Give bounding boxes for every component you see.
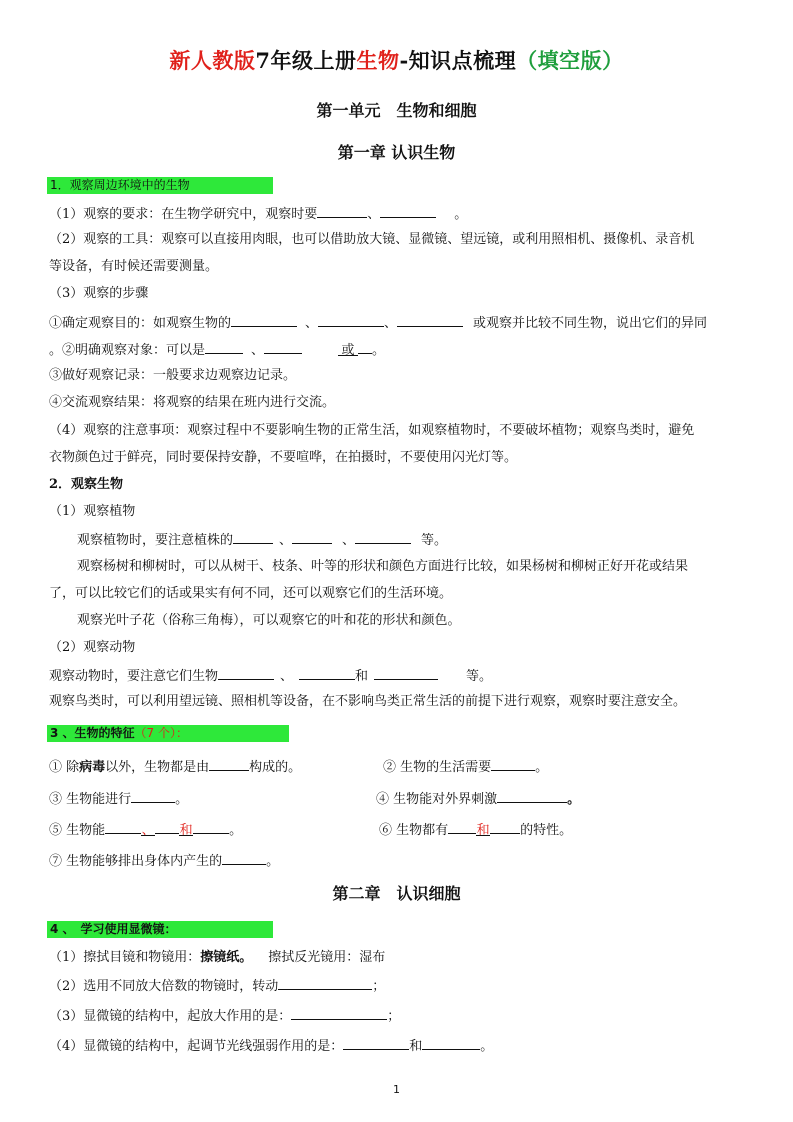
fill-blank (490, 821, 520, 834)
text: 3 、生物的特征 (50, 726, 135, 740)
fill-blank (205, 341, 243, 354)
fill-blank (380, 205, 436, 218)
fill-blank (291, 1007, 387, 1020)
fill-blank (355, 531, 411, 544)
s3-feature1 (49, 758, 301, 776)
text: ④ 生物能对外界刺激 (376, 792, 498, 807)
text: （1）观察的要求：在生物学研究中，观察时要 (49, 207, 318, 222)
text: 或观察并比较不同生物，说出它们的异同 (473, 316, 708, 331)
s4-item2 (49, 977, 385, 995)
text: 、 (279, 533, 293, 548)
text: 观察动物时，要注意它们生物 (49, 669, 219, 684)
fill-blank (193, 821, 229, 834)
fill-blank (448, 821, 476, 834)
title-part: 新人教版 (169, 48, 256, 73)
fill-blank (131, 790, 175, 803)
chapter1-title: 第一章 认识生物 (337, 143, 456, 162)
section4-header: 4 、 学习使用显微镜： (47, 921, 273, 938)
text: 。 (266, 854, 280, 869)
text: 病毒 (79, 760, 106, 775)
title-part: （填空版） (516, 48, 624, 73)
fill-blank (397, 314, 463, 327)
page-number: 1 (393, 1083, 400, 1096)
text: （1）擦拭目镜和物镜用： (49, 950, 201, 965)
s2-plants-line4: 观察光叶子花（俗称三角梅），可以观察它的叶和花的形状和颜色。 (77, 613, 461, 628)
fill-blank (105, 821, 141, 834)
text: 。 (567, 792, 581, 807)
text: 以外，生物都是由 (105, 760, 210, 775)
fill-blank (231, 314, 297, 327)
text: ② 生物的生活需要 (383, 760, 492, 775)
text: 和 (179, 823, 193, 838)
title-part: 7年级上册 (255, 48, 357, 73)
text: 等。 (421, 533, 448, 548)
s2-plants-heading: （1）观察植物 (49, 504, 136, 519)
s2-animals-line2: 观察鸟类时，可以利用望远镜、照相机等设备，在不影响鸟类正常生活的前提下进行观察，观察时要注意安全。 (49, 694, 687, 709)
s2-animals-heading: （2）观察动物 (49, 640, 136, 655)
s1-step2 (49, 341, 385, 359)
section1-header: 1．观察周边环境中的生物 (47, 177, 273, 194)
text: 、 (280, 669, 294, 684)
text: ； (372, 979, 386, 994)
s2-animals-line1 (49, 667, 492, 685)
text: 、 (141, 823, 155, 838)
text: 。 (372, 343, 386, 358)
s2-plants-line3: 了，可以比较它们的话或果实有何不同，还可以观察它们的生活环境。 (49, 586, 453, 601)
chapter2-title: 第二章 认识细胞 (332, 884, 461, 903)
text: 、 (384, 316, 398, 331)
s3-feature4 (376, 790, 580, 808)
s2-plants-line2: 观察杨树和柳树时，可以从树干、枝条、叶等的形状和颜色方面进行比较，如果杨树和柳树正好开花或结果 (77, 559, 689, 574)
s4-item4 (49, 1037, 493, 1055)
title-part: 生物 (356, 48, 400, 73)
fill-blank (218, 667, 274, 680)
text: 。 (535, 760, 549, 775)
fill-blank (299, 667, 355, 680)
text: ⑦ 生物能够排出身体内产生的 (49, 854, 223, 869)
s4-item3 (49, 1007, 400, 1025)
s3-feature3 (49, 790, 188, 808)
s3-feature2 (383, 758, 548, 776)
text: ⑥ 生物都有 (379, 823, 449, 838)
s1-notes-line1: （4）观察的注意事项：观察过程中不要影响生物的正常生活，如观察植物时，不要破坏植物；观察鸟类时，避免 (49, 423, 695, 438)
text: ⑤ 生物能 (49, 823, 106, 838)
text: 擦镜纸。 (200, 950, 253, 965)
unit-title: 第一单元 生物和细胞 (316, 101, 477, 120)
s1-step4: ④交流观察结果：将观察的结果在班内进行交流。 (49, 395, 336, 410)
text: ① 除 (49, 760, 80, 775)
fill-blank (278, 977, 372, 990)
section3-header (47, 725, 289, 742)
fill-blank (343, 1037, 409, 1050)
text: 。 (175, 792, 189, 807)
title-part: -知识点梳理 (399, 48, 517, 73)
text: 和 (355, 669, 369, 684)
text: ③ 生物能进行 (49, 792, 132, 807)
text: ①确定观察目的：如观察生物的 (49, 316, 232, 331)
fill-blank (374, 667, 438, 680)
text: 。②明确观察对象：可以是 (49, 343, 206, 358)
s1-requirement (49, 205, 467, 223)
s1-step3: ③做好观察记录：一般要求边观察边记录。 (49, 368, 297, 383)
text: 、 (367, 207, 381, 222)
fill-blank (209, 758, 249, 771)
fill-blank (233, 531, 273, 544)
fill-blank (358, 341, 372, 354)
document-title (0, 48, 793, 73)
text: 擦拭反光镜用：湿布 (268, 950, 386, 965)
s3-feature7 (49, 852, 279, 870)
s3-feature6 (379, 821, 572, 839)
text: 、 (342, 533, 356, 548)
text: 和 (409, 1039, 423, 1054)
fill-blank (422, 1037, 480, 1050)
text: （4）显微镜的结构中，起调节光线强弱作用的是： (49, 1039, 344, 1054)
s3-feature5 (49, 821, 242, 839)
text: 。 (229, 823, 243, 838)
s1-tools-line1: （2）观察的工具：观察可以直接用肉眼，也可以借助放大镜、显微镜、望远镜，或利用照相机、摄像机、录音机 (49, 232, 695, 247)
fill-blank (317, 205, 367, 218)
text: 。 (480, 1039, 494, 1054)
text: 构成的。 (249, 760, 302, 775)
fill-blank (292, 531, 332, 544)
fill-blank (264, 341, 302, 354)
text: 等。 (466, 669, 493, 684)
text: 、 (251, 343, 265, 358)
s1-tools-line2: 等设备，有时候还需要测量。 (49, 259, 219, 274)
fill-blank (497, 790, 567, 803)
text: 或 (338, 343, 358, 356)
s4-item1 (49, 950, 385, 966)
fill-blank (314, 342, 338, 354)
fill-blank (222, 852, 266, 865)
text: ； (387, 1009, 401, 1024)
text: 、 (305, 316, 319, 331)
text: 的特性。 (520, 823, 573, 838)
s2-plants-line1 (77, 531, 447, 549)
text: （7 个）： (134, 726, 188, 740)
text: （2）选用不同放大倍数的物镜时，转动 (49, 979, 279, 994)
section2-header: 2．观察生物 (49, 477, 124, 492)
text: （3）显微镜的结构中，起放大作用的是： (49, 1009, 292, 1024)
fill-blank (155, 821, 179, 834)
fill-blank (318, 314, 384, 327)
s1-step1 (49, 314, 707, 332)
s1-notes-line2: 衣物颜色过于鲜亮，同时要保持安静，不要喧哗，在拍摄时，不要使用闪光灯等。 (49, 450, 518, 465)
text: 观察植物时，要注意植株的 (77, 533, 234, 548)
text: 和 (476, 823, 490, 838)
text: 。 (454, 207, 468, 222)
fill-blank (491, 758, 535, 771)
s1-steps-heading: （3）观察的步骤 (49, 286, 149, 301)
